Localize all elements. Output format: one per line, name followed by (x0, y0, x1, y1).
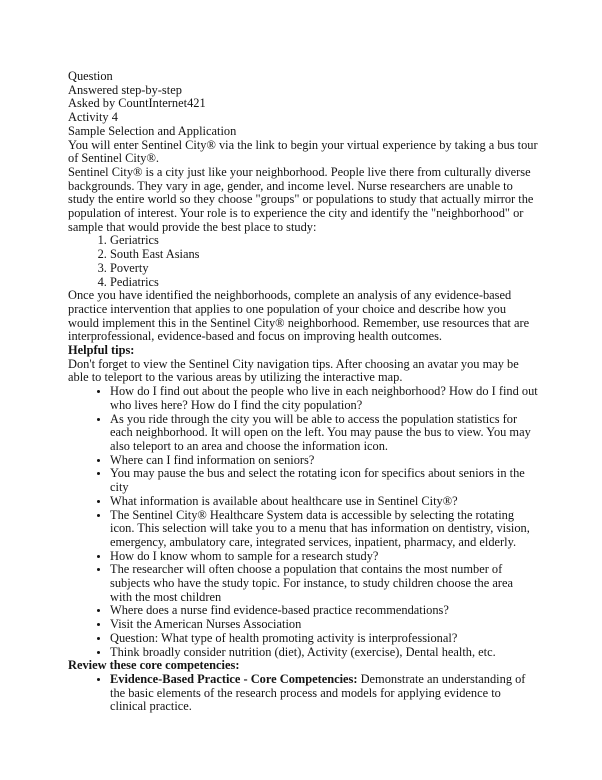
text-run: Question: What type of health promoting activity is interprofessional? (110, 630, 458, 645)
bullet-list (68, 385, 538, 659)
list-item (110, 234, 538, 248)
paragraph (68, 84, 538, 98)
text-run: You may pause the bus and select the rotating icon for specifics about seniors in the city (110, 466, 525, 495)
paragraph (68, 139, 538, 166)
list-item (110, 673, 538, 714)
document-content (68, 70, 538, 714)
text-run: Once you have identified the neighborhoods, complete an analysis of any evidence-based practice intervention that applies to one population of your choice and describe how you would implement this in the Sentinel City® neighborhood. Remember, use resources that are interprofessional, evidence-based and focus on improving health outcomes. (68, 288, 530, 344)
text-run: Don't forget to view the Sentinel City navigation tips. After choosing an avatar you may be able to teleport to the various areas by utilizing the interactive map. (68, 356, 519, 385)
paragraph (68, 97, 538, 111)
paragraph (68, 358, 538, 385)
text-run: South East Asians (110, 247, 200, 262)
paragraph (68, 125, 538, 139)
list-item (110, 454, 538, 468)
numbered-list (68, 234, 538, 289)
text-run: Activity 4 (68, 110, 118, 125)
text-run: Geriatrics (110, 233, 159, 248)
text-run: Think broadly consider nutrition (diet), Activity (exercise), Dental health, etc. (110, 644, 496, 659)
text-run: Asked by CountInternet421 (68, 96, 206, 111)
list-item (110, 509, 538, 550)
paragraph (68, 344, 538, 358)
text-run: Sentinel City® is a city just like your neighborhood. People live there from culturally diverse backgrounds. They vary in age, gender, and income level. Nurse researchers are unable to study the entire world so they choose "groups" or populations to study that actually mirror the population of interest. Your role is to experience the city and identify the "neighborhood" or sample that would provide the best place to study: (68, 164, 534, 234)
list-item (110, 632, 538, 646)
text-run: You will enter Sentinel City® via the link to begin your virtual experience by taking a bus tour of Sentinel City®. (68, 137, 538, 166)
text-run: Question (68, 69, 113, 83)
text-run: Where does a nurse find evidence-based practice recommendations? (110, 603, 449, 618)
text-run: How do I know whom to sample for a research study? (110, 548, 379, 563)
paragraph (68, 166, 538, 235)
text-run: What information is available about healthcare use in Sentinel City®? (110, 493, 458, 508)
text-run: Pediatrics (110, 274, 159, 289)
text-run: The researcher will often choose a population that contains the most number of subjects who have the study topic. For instance, to study children choose the area with the most children (110, 562, 513, 604)
text-run: The Sentinel City® Healthcare System data is accessible by selecting the rotating icon. This selection will take you to a menu that has information on dentistry, vision, emergency, ambulatory care, integrated services, inpatient, pharmacy, and elderly. (110, 507, 530, 549)
list-item (110, 276, 538, 290)
list-item (110, 618, 538, 632)
text-run: As you ride through the city you will be able to access the population statistics for each neighborhood. It will open on the left. You may pause the bus to view. You may also teleport to an area and choose the information icon. (110, 411, 531, 453)
list-item (110, 550, 538, 564)
list-item (110, 646, 538, 660)
bold-text: Evidence-Based Practice - Core Competencies: (110, 671, 358, 686)
text-run: How do I find out about the people who live in each neighborhood? How do I find out who lives here? How do I find the city population? (110, 384, 538, 412)
text-run: Poverty (110, 260, 149, 275)
list-item (110, 563, 538, 604)
list-item (110, 495, 538, 509)
bullet-list (68, 673, 538, 714)
text-run: Sample Selection and Application (68, 123, 237, 138)
list-item (110, 604, 538, 618)
list-item (110, 385, 538, 412)
text-run: Demonstrate an understanding of the basic elements of the research process and models for applying evidence to clinical practice. (110, 671, 526, 714)
text-run: Where can I find information on seniors? (110, 452, 315, 467)
bold-text: Helpful tips: (68, 343, 135, 358)
paragraph (68, 111, 538, 125)
paragraph (68, 70, 538, 84)
text-run: Answered step-by-step (68, 82, 182, 97)
list-item (110, 248, 538, 262)
bold-text: Review these core competencies: (68, 658, 240, 673)
list-item (110, 262, 538, 276)
paragraph (68, 659, 538, 673)
list-item (110, 467, 538, 494)
text-run: Visit the American Nurses Association (110, 617, 302, 632)
paragraph (68, 289, 538, 344)
list-item (110, 413, 538, 454)
